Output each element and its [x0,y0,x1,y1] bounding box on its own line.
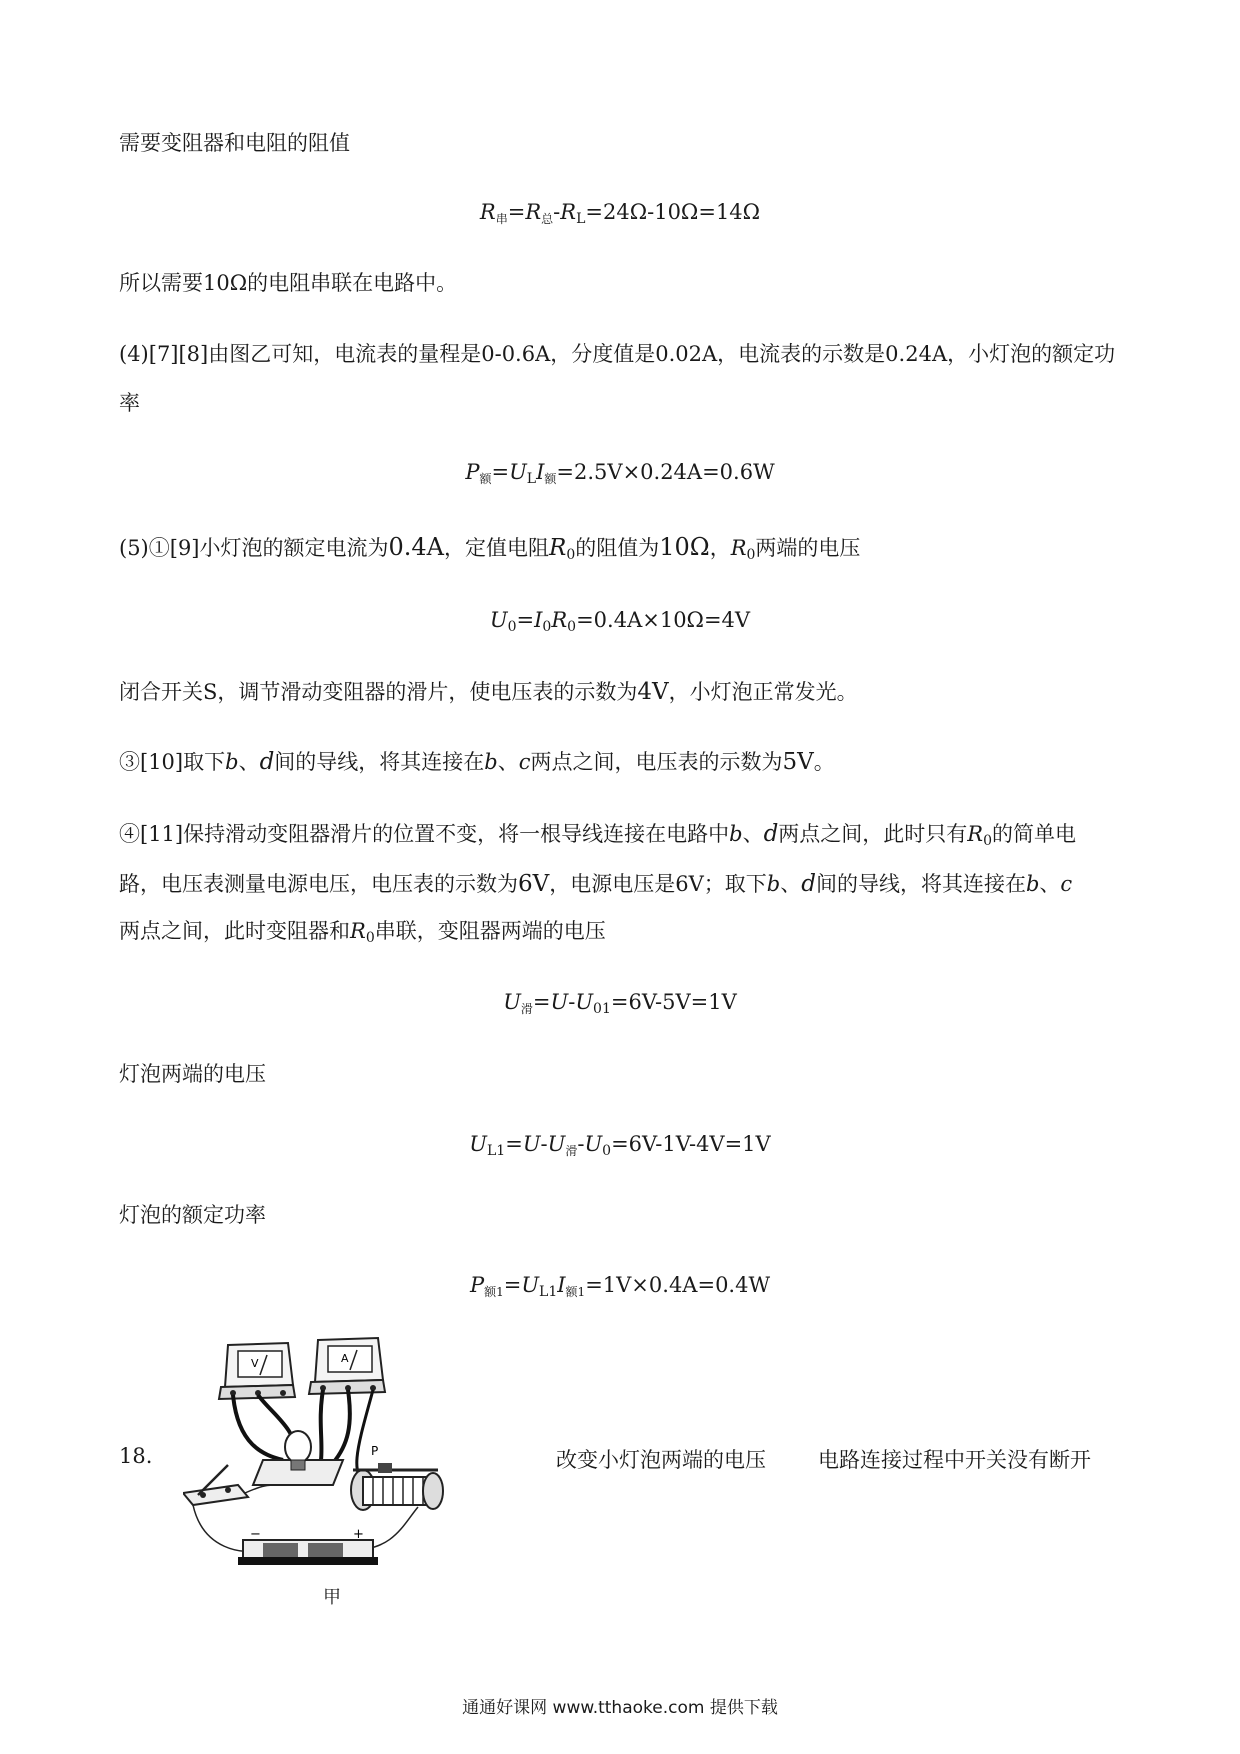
bulb [253,1431,343,1485]
voltmeter [219,1343,295,1399]
slider-label: P [371,1444,379,1458]
equation-bulb-power: P额1=UL1I额1=1V×0.4A=0.4W [469,1273,771,1300]
answer-2: 电路连接过程中开关没有断开 [818,1448,1091,1472]
ammeter [309,1338,385,1394]
equation-bulb-voltage: UL1=U-U滑-U0=6V-1V-4V=1V [469,1132,771,1159]
paragraph-ammeter-reading: (4)[7][8]由图乙可知，电流表的量程是0-0.6A，分度值是0.02A，电流表的示数是0.24A，小灯泡的额定功 [119,342,1116,366]
circuit-figure [183,1335,513,1575]
paragraph-bulb-power: 灯泡的额定功率 [119,1203,266,1227]
paragraph-step-4-line-2: 路，电压表测量电源电压，电压表的示数为6V，电源电压是6V；取下b、d间的导线，将其连接在b、c [119,871,1073,897]
battery [238,1527,378,1565]
ammeter-label: A [341,1352,349,1365]
paragraph-series-resistor: 所以需要10Ω的电阻串联在电路中。 [119,271,458,295]
paragraph-step-4: ④[11]保持滑动变阻器滑片的位置不变，将一根导线连接在电路中b、d两点之间，此时只有R0的简单电 [119,821,1077,849]
figure-label: 甲 [323,1587,341,1608]
answer-1: 改变小灯泡两端的电压 [556,1448,766,1472]
battery-minus: − [250,1527,261,1542]
paragraph-rated-current: (5)①[9]小灯泡的额定电流为0.4A，定值电阻R0的阻值为10Ω，R0两端的电压 [119,533,861,563]
equation-series-resistance: R串=R总-RL=24Ω-10Ω=14Ω [479,200,761,227]
rheostat [351,1444,443,1510]
battery-plus: + [353,1527,364,1542]
paragraph-bulb-voltage: 灯泡两端的电压 [119,1062,266,1086]
paragraph-step-4-line-3: 两点之间，此时变阻器和R0串联，变阻器两端的电压 [119,919,606,946]
voltmeter-label: V [251,1357,259,1370]
paragraph-step-3: ③[10]取下b、d间的导线，将其连接在b、c两点之间，电压表的示数为5V。 [119,749,835,775]
footer: 通通好课网 www.tthaoke.com 提供下载 [462,1698,778,1718]
paragraph-close-switch: 闭合开关S，调节滑动变阻器的滑片，使电压表的示数为4V，小灯泡正常发光。 [119,679,858,705]
switch [183,1465,248,1505]
equation-rated-power: P额=ULI额=2.5V×0.24A=0.6W [465,460,775,487]
paragraph-resistance-needed: 需要变阻器和电阻的阻值 [119,131,350,155]
equation-r0-voltage: U0=I0R0=0.4A×10Ω=4V [489,608,751,635]
equation-rheostat-voltage: U滑=U-U01=6V-5V=1V [503,990,737,1017]
question-number: 18. [119,1444,153,1468]
paragraph-ammeter-reading-cont: 率 [119,391,140,415]
